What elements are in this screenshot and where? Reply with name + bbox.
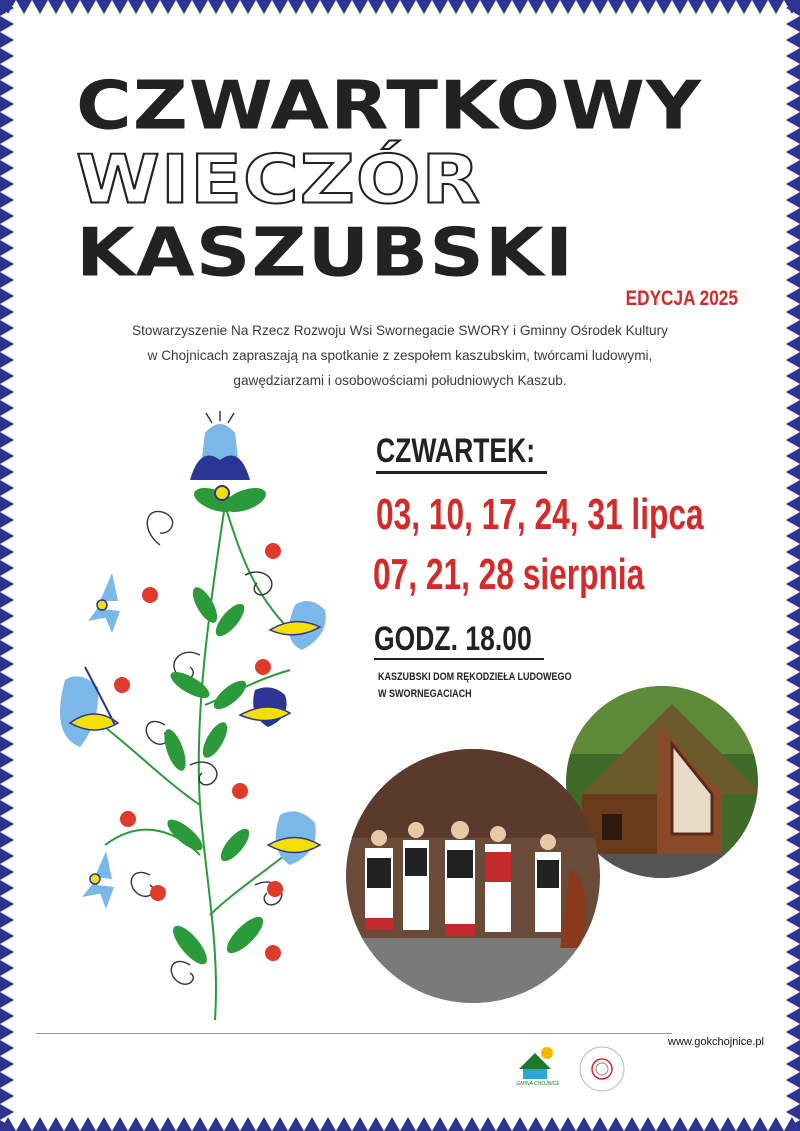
border-tooth	[0, 112, 14, 128]
border-tooth	[786, 384, 800, 400]
border-tooth	[672, 1117, 688, 1131]
border-tooth	[432, 1117, 448, 1131]
border-tooth	[512, 1117, 528, 1131]
border-tooth	[368, 0, 384, 14]
border-tooth	[0, 1056, 14, 1072]
border-tooth	[384, 0, 400, 14]
border-tooth	[786, 912, 800, 928]
border-tooth	[786, 64, 800, 80]
border-tooth	[320, 0, 336, 14]
venue-line-1: KASZUBSKI DOM RĘKODZIEŁA LUDOWEGO	[378, 671, 572, 683]
gmina-chojnice-logo	[513, 1043, 563, 1087]
border-tooth	[786, 1024, 800, 1040]
border-tooth	[0, 384, 14, 400]
border-tooth	[160, 0, 176, 14]
border-tooth	[288, 1117, 304, 1131]
border-tooth	[464, 0, 480, 14]
border-tooth	[528, 0, 544, 14]
border-tooth	[786, 944, 800, 960]
border-tooth	[786, 688, 800, 704]
border-tooth	[0, 816, 14, 832]
border-tooth	[0, 656, 14, 672]
border-tooth	[608, 1117, 624, 1131]
border-tooth	[400, 0, 416, 14]
border-tooth	[208, 0, 224, 14]
border-tooth	[786, 304, 800, 320]
border-tooth	[0, 320, 14, 336]
border-tooth	[786, 1040, 800, 1056]
border-tooth	[0, 416, 14, 432]
border-tooth	[192, 0, 208, 14]
border-tooth	[16, 1117, 32, 1131]
border-tooth	[768, 0, 784, 14]
border-tooth	[786, 240, 800, 256]
border-tooth	[128, 1117, 144, 1131]
border-tooth	[0, 176, 14, 192]
venue	[378, 669, 572, 703]
border-tooth	[656, 1117, 672, 1131]
border-tooth	[736, 0, 752, 14]
border-tooth	[608, 0, 624, 14]
border-tooth	[544, 0, 560, 14]
border-tooth	[64, 0, 80, 14]
day-label: CZWARTEK:	[376, 432, 536, 470]
border-tooth	[592, 0, 608, 14]
folk-ensemble-photo	[345, 748, 601, 1004]
border-tooth	[144, 1117, 160, 1131]
border-tooth	[0, 496, 14, 512]
border-tooth	[786, 272, 800, 288]
footer-divider	[36, 1033, 672, 1034]
border-tooth	[32, 1117, 48, 1131]
border-tooth	[786, 800, 800, 816]
border-tooth	[496, 0, 512, 14]
border-tooth	[560, 1117, 576, 1131]
border-tooth	[272, 1117, 288, 1131]
border-tooth	[0, 960, 14, 976]
border-tooth	[0, 368, 14, 384]
border-tooth	[0, 688, 14, 704]
border-tooth	[786, 128, 800, 144]
border-tooth	[0, 1088, 14, 1104]
border-tooth	[786, 992, 800, 1008]
border-tooth	[240, 1117, 256, 1131]
border-tooth	[786, 480, 800, 496]
border-tooth	[786, 1008, 800, 1024]
border-tooth	[496, 1117, 512, 1131]
venue-line-2: W SWORNEGACIACH	[378, 688, 472, 700]
border-tooth	[0, 144, 14, 160]
border-tooth	[0, 976, 14, 992]
border-tooth	[786, 80, 800, 96]
border-tooth	[0, 16, 14, 32]
border-tooth	[416, 0, 432, 14]
border-tooth	[0, 592, 14, 608]
border-tooth	[0, 224, 14, 240]
border-tooth	[0, 544, 14, 560]
border-tooth	[240, 0, 256, 14]
border-tooth	[0, 624, 14, 640]
border-tooth	[786, 400, 800, 416]
border-tooth	[0, 928, 14, 944]
border-tooth	[336, 1117, 352, 1131]
border-tooth	[96, 1117, 112, 1131]
border-tooth	[0, 752, 14, 768]
border-tooth	[786, 928, 800, 944]
border-tooth	[0, 288, 14, 304]
title-line-3: KASZUBSKI	[76, 212, 575, 292]
border-tooth	[786, 192, 800, 208]
border-tooth	[0, 512, 14, 528]
border-tooth	[256, 1117, 272, 1131]
border-tooth	[786, 16, 800, 32]
border-tooth	[0, 784, 14, 800]
border-tooth	[576, 1117, 592, 1131]
border-tooth	[672, 0, 688, 14]
border-tooth	[786, 112, 800, 128]
dates-august: 07, 21, 28 sierpnia	[373, 550, 645, 599]
border-tooth	[640, 1117, 656, 1131]
border-tooth	[786, 640, 800, 656]
border-tooth	[384, 1117, 400, 1131]
border-tooth	[320, 1117, 336, 1131]
border-tooth	[0, 720, 14, 736]
border-tooth	[432, 0, 448, 14]
border-tooth	[160, 1117, 176, 1131]
border-tooth	[0, 96, 14, 112]
border-tooth	[64, 1117, 80, 1131]
border-tooth	[786, 784, 800, 800]
border-tooth	[786, 1056, 800, 1072]
border-tooth	[0, 272, 14, 288]
border-tooth	[786, 832, 800, 848]
border-tooth	[786, 816, 800, 832]
border-tooth	[0, 256, 14, 272]
border-tooth	[192, 1117, 208, 1131]
border-tooth	[786, 48, 800, 64]
border-tooth	[786, 672, 800, 688]
title-line-1: CZWARTKOWY	[76, 65, 703, 145]
border-tooth	[0, 336, 14, 352]
edition-label: EDYCJA 2025	[625, 287, 738, 310]
border-tooth	[704, 0, 720, 14]
border-tooth	[786, 32, 800, 48]
border-tooth	[0, 32, 14, 48]
border-tooth	[80, 0, 96, 14]
border-tooth	[176, 1117, 192, 1131]
border-tooth	[786, 416, 800, 432]
border-tooth	[0, 576, 14, 592]
border-tooth	[0, 992, 14, 1008]
border-tooth	[786, 624, 800, 640]
border-tooth	[0, 736, 14, 752]
border-tooth	[0, 912, 14, 928]
border-tooth	[416, 1117, 432, 1131]
border-tooth	[736, 1117, 752, 1131]
border-tooth	[16, 0, 32, 14]
description-line: gawędziarzami i osobowościami południowych Kaszub.	[233, 373, 567, 388]
border-tooth	[0, 800, 14, 816]
border-tooth	[786, 320, 800, 336]
border-tooth	[720, 1117, 736, 1131]
border-tooth	[786, 352, 800, 368]
website-link[interactable]: www.gokchojnice.pl	[668, 1036, 764, 1048]
border-tooth	[144, 0, 160, 14]
border-tooth	[48, 0, 64, 14]
border-tooth	[48, 1117, 64, 1131]
border-tooth	[752, 1117, 768, 1131]
border-tooth	[0, 832, 14, 848]
border-tooth	[786, 208, 800, 224]
border-tooth	[480, 0, 496, 14]
border-tooth	[0, 128, 14, 144]
day-underline	[376, 471, 547, 474]
border-tooth	[0, 704, 14, 720]
description-line: w Chojnicach zapraszają na spotkanie z zespołem kaszubskim, twórcami ludowymi,	[147, 348, 653, 363]
border-tooth	[786, 432, 800, 448]
border-tooth	[0, 640, 14, 656]
border-tooth	[786, 880, 800, 896]
border-tooth	[786, 1088, 800, 1104]
border-tooth	[544, 1117, 560, 1131]
border-tooth	[224, 1117, 240, 1131]
border-tooth	[576, 0, 592, 14]
border-tooth	[0, 480, 14, 496]
border-tooth	[786, 960, 800, 976]
border-tooth	[656, 0, 672, 14]
border-tooth	[786, 496, 800, 512]
border-tooth	[786, 336, 800, 352]
border-tooth	[786, 1072, 800, 1088]
border-tooth	[112, 1117, 128, 1131]
border-tooth	[640, 0, 656, 14]
border-tooth	[704, 1117, 720, 1131]
border-tooth	[786, 464, 800, 480]
time-underline	[374, 658, 544, 660]
border-tooth	[448, 0, 464, 14]
border-tooth	[560, 0, 576, 14]
border-tooth	[400, 1117, 416, 1131]
border-tooth	[786, 864, 800, 880]
border-tooth	[786, 224, 800, 240]
border-tooth	[786, 512, 800, 528]
border-tooth	[0, 672, 14, 688]
border-tooth	[786, 448, 800, 464]
time-label: GODZ. 18.00	[374, 620, 532, 658]
border-tooth	[786, 976, 800, 992]
border-tooth	[786, 576, 800, 592]
border-tooth	[336, 0, 352, 14]
border-tooth	[688, 1117, 704, 1131]
border-tooth	[592, 1117, 608, 1131]
title-line-2-outline: WIECZÓR	[76, 139, 482, 219]
border-tooth	[786, 544, 800, 560]
border-tooth	[0, 768, 14, 784]
kashubian-flower-illustration	[40, 405, 340, 1025]
border-tooth	[786, 720, 800, 736]
dates-july: 03, 10, 17, 24, 31 lipca	[376, 490, 704, 539]
border-tooth	[0, 432, 14, 448]
border-tooth	[624, 0, 640, 14]
border-tooth	[786, 160, 800, 176]
border-tooth	[80, 1117, 96, 1131]
border-tooth	[786, 176, 800, 192]
border-tooth	[786, 608, 800, 624]
border-tooth	[352, 1117, 368, 1131]
border-tooth	[0, 864, 14, 880]
border-tooth	[352, 0, 368, 14]
description	[70, 318, 730, 393]
border-tooth	[0, 464, 14, 480]
border-tooth	[112, 0, 128, 14]
border-tooth	[32, 0, 48, 14]
border-tooth	[786, 752, 800, 768]
border-tooth	[0, 848, 14, 864]
border-tooth	[256, 0, 272, 14]
border-tooth	[448, 1117, 464, 1131]
border-tooth	[0, 1104, 14, 1120]
border-tooth	[0, 448, 14, 464]
border-tooth	[224, 0, 240, 14]
gok-logo	[576, 1044, 628, 1094]
border-tooth	[304, 1117, 320, 1131]
logo-gmina-text: GMINA CHOJNICE	[516, 1081, 560, 1087]
border-tooth	[0, 1024, 14, 1040]
border-tooth	[786, 288, 800, 304]
border-tooth	[368, 1117, 384, 1131]
border-tooth	[512, 0, 528, 14]
border-tooth	[786, 144, 800, 160]
border-tooth	[0, 560, 14, 576]
border-tooth	[786, 736, 800, 752]
border-tooth	[464, 1117, 480, 1131]
border-tooth	[786, 368, 800, 384]
border-tooth	[176, 0, 192, 14]
border-tooth	[786, 896, 800, 912]
border-tooth	[768, 1117, 784, 1131]
border-tooth	[0, 400, 14, 416]
border-tooth	[786, 1104, 800, 1120]
border-tooth	[0, 1008, 14, 1024]
border-tooth	[0, 304, 14, 320]
border-tooth	[0, 944, 14, 960]
border-tooth	[0, 160, 14, 176]
border-tooth	[0, 1072, 14, 1088]
border-tooth	[0, 208, 14, 224]
border-tooth	[0, 352, 14, 368]
border-tooth	[786, 656, 800, 672]
border-tooth	[786, 592, 800, 608]
border-tooth	[624, 1117, 640, 1131]
border-tooth	[0, 528, 14, 544]
border-tooth	[528, 1117, 544, 1131]
border-tooth	[96, 0, 112, 14]
border-tooth	[0, 64, 14, 80]
border-tooth	[0, 240, 14, 256]
border-tooth	[0, 1040, 14, 1056]
description-line: Stowarzyszenie Na Rzecz Rozwoju Wsi Swornegacie SWORY i Gminny Ośrodek Kultury	[132, 323, 668, 338]
border-tooth	[0, 608, 14, 624]
border-tooth	[0, 896, 14, 912]
border-tooth	[752, 0, 768, 14]
border-tooth	[304, 0, 320, 14]
border-tooth	[272, 0, 288, 14]
border-tooth	[480, 1117, 496, 1131]
border-tooth	[786, 528, 800, 544]
border-tooth	[786, 704, 800, 720]
border-tooth	[786, 848, 800, 864]
border-tooth	[0, 880, 14, 896]
border-tooth	[786, 96, 800, 112]
border-tooth	[0, 80, 14, 96]
border-tooth	[208, 1117, 224, 1131]
border-tooth	[786, 256, 800, 272]
border-tooth	[128, 0, 144, 14]
border-tooth	[288, 0, 304, 14]
border-tooth	[0, 48, 14, 64]
border-tooth	[786, 768, 800, 784]
border-tooth	[720, 0, 736, 14]
border-tooth	[0, 192, 14, 208]
border-tooth	[688, 0, 704, 14]
border-tooth	[786, 560, 800, 576]
